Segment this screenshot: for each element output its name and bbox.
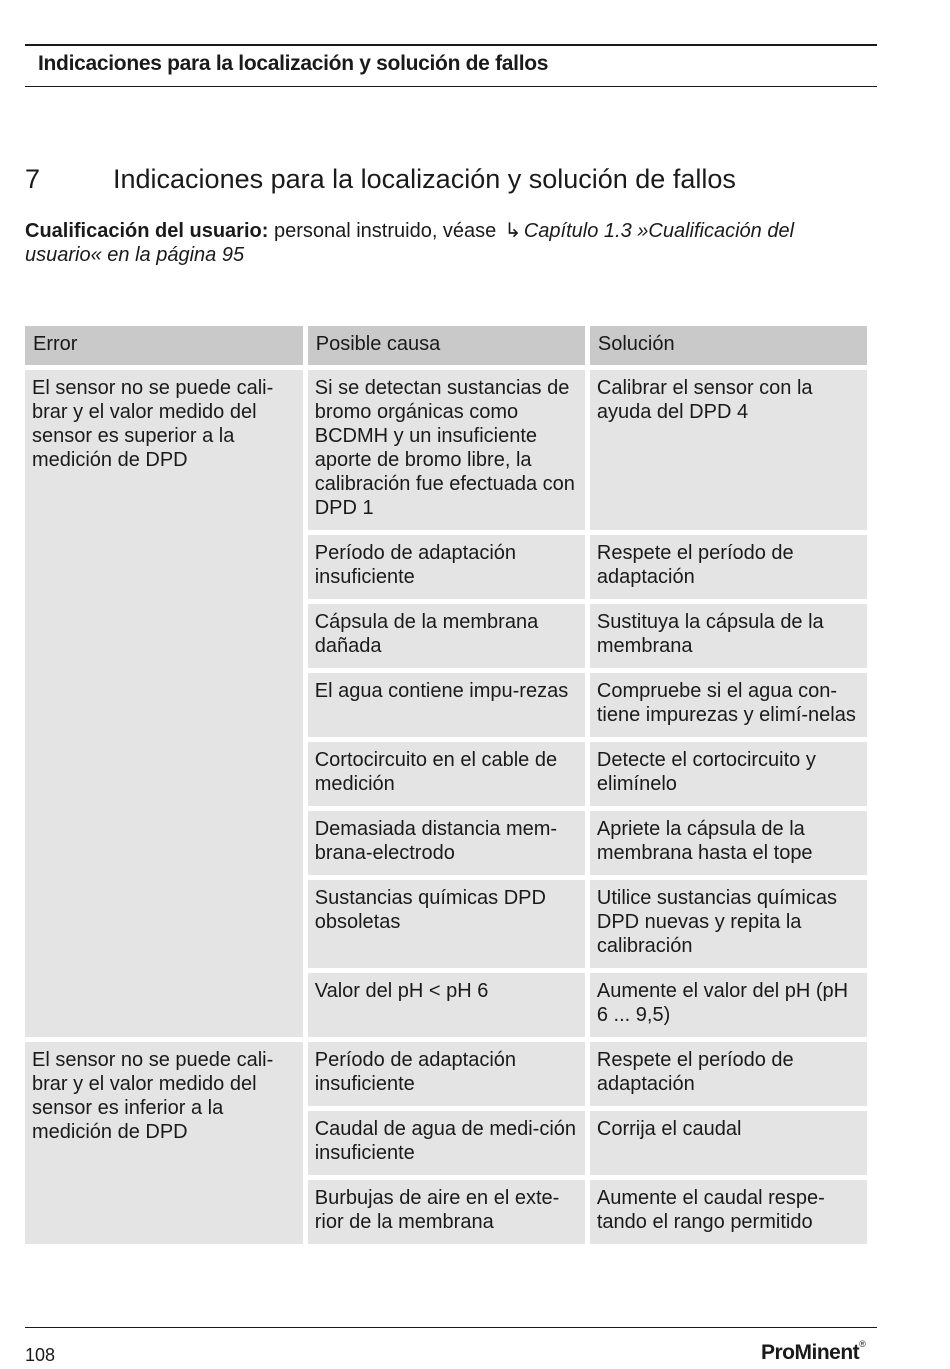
chapter-heading: [25, 164, 736, 195]
registered-mark: ®: [859, 1339, 866, 1349]
error-cell: El sensor no se puede cali-brar y el valor medido del sensor es superior a la medición de DPD: [25, 370, 303, 1037]
cause-cell: Burbujas de aire en el exte-rior de la membrana: [308, 1180, 585, 1244]
qualification-text: personal instruido, véase: [268, 220, 502, 242]
header-divider: [25, 86, 877, 87]
chapter-number: 7: [25, 164, 41, 194]
cause-cell: Período de adaptación insuficiente: [308, 535, 585, 599]
cause-cell: Sustancias químicas DPD obsoletas: [308, 880, 585, 968]
solution-cell: Detecte el cortocircuito y elimínelo: [590, 742, 867, 806]
cause-cell: El agua contiene impu-rezas: [308, 673, 585, 737]
brand-name: ProMinent: [761, 1341, 860, 1364]
table-row: [25, 370, 867, 530]
solution-cell: Aumente el valor del pH (pH 6 ... 9,5): [590, 973, 867, 1037]
table-header-row: [25, 326, 867, 365]
solution-cell: Aumente el caudal respe-tando el rango permitido: [590, 1180, 867, 1244]
chapter-title: Indicaciones para la localización y solución de fallos: [113, 164, 736, 194]
solution-cell: Apriete la cápsula de la membrana hasta el tope: [590, 811, 867, 875]
cause-cell: Caudal de agua de medi-ción insuficiente: [308, 1111, 585, 1175]
column-header-solution: Solución: [590, 326, 867, 365]
cause-cell: Valor del pH < pH 6: [308, 973, 585, 1037]
user-qualification: [25, 219, 855, 267]
cause-cell: Si se detectan sustancias de bromo orgánicas como BCDMH y un insuficiente aporte de bromo libre, la calibración fue efectuada con DPD 1: [308, 370, 585, 530]
column-header-error: Error: [25, 326, 303, 365]
solution-cell: Utilice sustancias químicas DPD nuevas y repita la calibración: [590, 880, 867, 968]
qualification-reference-link[interactable]: Capítulo 1.3 »Cualificación del usuario« en la página 95: [25, 220, 795, 266]
solution-cell: Calibrar el sensor con la ayuda del DPD 4: [590, 370, 867, 530]
qualification-label: Cualificación del usuario:: [25, 220, 269, 242]
cause-cell: Demasiada distancia mem-brana-electrodo: [308, 811, 585, 875]
error-cell: El sensor no se puede cali-brar y el valor medido del sensor es inferior a la medición de DPD: [25, 1042, 303, 1244]
table-row: [25, 1042, 867, 1106]
brand-logo: [761, 1341, 865, 1365]
arrow-link-icon: ↳: [504, 220, 522, 242]
troubleshooting-table: [20, 321, 872, 1249]
solution-cell: Corrija el caudal: [590, 1111, 867, 1175]
solution-cell: Compruebe si el agua con-tiene impurezas y elimí-nelas: [590, 673, 867, 737]
page-number: 108: [25, 1345, 56, 1365]
header-rule: [25, 44, 877, 46]
cause-cell: Cortocircuito en el cable de medición: [308, 742, 585, 806]
cause-cell: Período de adaptación insuficiente: [308, 1042, 585, 1106]
solution-cell: Respete el período de adaptación: [590, 535, 867, 599]
solution-cell: Sustituya la cápsula de la membrana: [590, 604, 867, 668]
solution-cell: Respete el período de adaptación: [590, 1042, 867, 1106]
running-header: Indicaciones para la localización y solución de fallos: [38, 52, 549, 75]
cause-cell: Cápsula de la membrana dañada: [308, 604, 585, 668]
column-header-cause: Posible causa: [308, 326, 585, 365]
footer-divider: [25, 1327, 877, 1328]
